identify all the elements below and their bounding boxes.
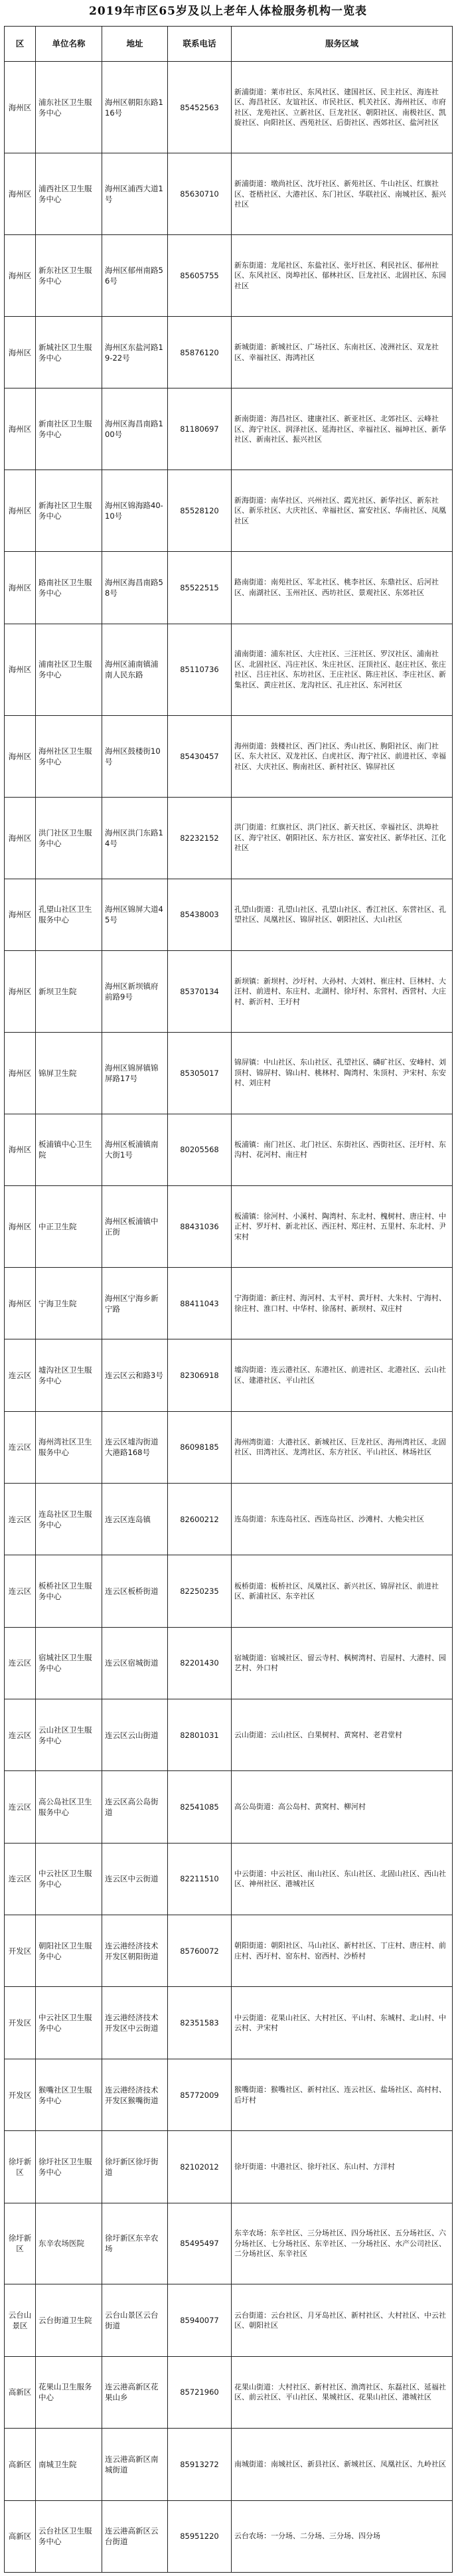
cell-address: 海州区板浦镇南大街1号: [102, 1114, 168, 1185]
cell-unit-name: 高公岛社区卫生服务中心: [36, 1771, 102, 1843]
cell-unit-name: 板桥社区卫生服务中心: [36, 1555, 102, 1627]
cell-service-area: 路南街道：南苑社区、军北社区、桃李社区、东鼎社区、后河社区、南湖社区、玉州社区、西坊社区、景观社区、东郊社区: [232, 552, 453, 624]
cell-address: 连云区高公岛街道: [102, 1771, 168, 1843]
cell-address: 连云区连岛镇: [102, 1483, 168, 1555]
cell-phone: 85876120: [168, 317, 232, 388]
cell-service-area: 洪门街道：红旗社区、洪门社区、新天社区、幸福社区、洪埠社区、海宁社区、朝阳社区、东方社区、富安社区、新华社区、江化社区: [232, 797, 453, 879]
cell-service-area: 猴嘴街道：猴嘴社区、新村社区、连云社区、盐场社区、高村村、后圩村: [232, 2059, 453, 2130]
table-row: [5, 2059, 453, 2130]
cell-district: 开发区: [5, 1915, 36, 1987]
cell-service-area: 云台农场：一分场、二分场、三分场、四分场: [232, 2500, 453, 2572]
cell-district: 开发区: [5, 2059, 36, 2130]
table-row: [5, 470, 453, 552]
table-row: [5, 1032, 453, 1114]
cell-unit-name: 猴嘴社区卫生服务中心: [36, 2059, 102, 2130]
table-row: [5, 950, 453, 1032]
cell-district: 海州区: [5, 1114, 36, 1185]
header-district: 区: [5, 27, 36, 62]
cell-unit-name: 花果山卫生服务中心: [36, 2356, 102, 2428]
cell-address: 连云港经济技术开发区朝阳街道: [102, 1915, 168, 1987]
table-row: [5, 1267, 453, 1339]
cell-unit-name: 新城社区卫生服务中心: [36, 317, 102, 388]
cell-phone: 85528120: [168, 470, 232, 552]
cell-phone: 81180697: [168, 388, 232, 470]
cell-service-area: 徐圩街道：中港社区、徐圩社区、东山村、方洋村: [232, 2131, 453, 2203]
cell-service-area: 锦屏镇：中山社区、东山社区、孔望社区、磷矿社区、安峰村、刘顶村、锦屏村、锦山村、桃林村、陶湾村、朱顶村、尹宋村、东安村、刘庄村: [232, 1032, 453, 1114]
table-row: [5, 62, 453, 153]
cell-unit-name: 中云社区卫生服务中心: [36, 1843, 102, 1915]
cell-district: 海州区: [5, 624, 36, 715]
cell-address: 连云区墟沟街道大港路168号: [102, 1411, 168, 1483]
table-row: [5, 317, 453, 388]
cell-phone: 85522515: [168, 552, 232, 624]
cell-phone: 82211510: [168, 1843, 232, 1915]
cell-phone: 82801031: [168, 1699, 232, 1771]
cell-phone: 82306918: [168, 1339, 232, 1411]
table-row: [5, 1555, 453, 1627]
cell-service-area: 新城街道：新城社区、广场社区、东南社区、凌洲社区、双龙社区、幸福社区、海鸿社区: [232, 317, 453, 388]
cell-address: 海州区板浦镇中正街: [102, 1186, 168, 1268]
cell-unit-name: 海州社区卫生服务中心: [36, 715, 102, 797]
cell-unit-name: 浦西社区卫生服务中心: [36, 153, 102, 235]
table-row: [5, 2429, 453, 2500]
cell-unit-name: 板浦镇中心卫生院: [36, 1114, 102, 1185]
cell-unit-name: 中云社区卫生服务中心: [36, 1987, 102, 2059]
cell-district: 海州区: [5, 1186, 36, 1268]
cell-service-area: 新浦街道：墩尚社区、沈圩社区、新苑社区、牛山社区、红旗社区、苍梧社区、大港社区、东门社区、华联社区、南城社区、振兴社区: [232, 153, 453, 235]
cell-address: 海州区郁州南路56号: [102, 235, 168, 317]
cell-unit-name: 海州湾社区卫生服务中心: [36, 1411, 102, 1483]
cell-phone: 85438003: [168, 879, 232, 950]
cell-address: 海州区朝阳东路116号: [102, 62, 168, 153]
cell-district: 海州区: [5, 62, 36, 153]
cell-phone: 85721960: [168, 2356, 232, 2428]
cell-phone: 82351583: [168, 1987, 232, 2059]
cell-district: 海州区: [5, 388, 36, 470]
cell-phone: 82541085: [168, 1771, 232, 1843]
cell-unit-name: 新东社区卫生服务中心: [36, 235, 102, 317]
cell-service-area: 宿城街道：宿城社区、留云寺村、枫树湾村、岩屋村、大港村、园艺村、外口村: [232, 1627, 453, 1699]
cell-phone: 85760072: [168, 1915, 232, 1987]
cell-unit-name: 云台街道卫生院: [36, 2284, 102, 2356]
cell-address: 连云区板桥街道: [102, 1555, 168, 1627]
cell-service-area: 板浦镇：南门社区、北门社区、东街社区、西街社区、汪圩村、东沟村、花河村、南庄村: [232, 1114, 453, 1185]
cell-service-area: 高公岛街道：高公岛村、黄窝村、柳河村: [232, 1771, 453, 1843]
cell-service-area: 云台街道：云台社区、月牙岛社区、新村社区、大村社区、中云社区、朝阳社区: [232, 2284, 453, 2356]
cell-address: 连云港高新区南城街道: [102, 2429, 168, 2500]
table-row: [5, 1699, 453, 1771]
cell-district: 连云区: [5, 1411, 36, 1483]
cell-district: 高新区: [5, 2356, 36, 2428]
cell-district: 海州区: [5, 797, 36, 879]
cell-service-area: 孔望山街道：孔望山社区、孔望山社区、香江社区、东营社区、孔望社区、凤凰社区、锦屏社区、朝阳社区、大山社区: [232, 879, 453, 950]
cell-address: 海州区锦屏大道45号: [102, 879, 168, 950]
cell-service-area: 南城街道：南城社区、新县社区、新城社区、凤凰社区、九岭社区: [232, 2429, 453, 2500]
cell-phone: 85452563: [168, 62, 232, 153]
table-row: [5, 1339, 453, 1411]
cell-service-area: 浦南街道：浦东社区、大庄社区、三汪社区、罗汉社区、浦南社区、北固社区、冯庄社区、朱庄社区、汪顶社区、赵庄社区、张庄社区、吕庄社区、东坊社区、王庄社区、陈庄社区、李庄社区、新集社区、黄庄社区、龙沟社区、孔庄社区、东河社区: [232, 624, 453, 715]
cell-address: 海州区锦海路40-10号: [102, 470, 168, 552]
table-row: [5, 552, 453, 624]
cell-service-area: 朝阳街道：朝阳社区、马山社区、新村社区、丁庄村、唐庄村、前庄村、西圩村、窑东村、窑西村、沙桥村: [232, 1915, 453, 1987]
cell-unit-name: 南城卫生院: [36, 2429, 102, 2500]
cell-phone: 85951220: [168, 2500, 232, 2572]
cell-district: 连云区: [5, 1555, 36, 1627]
cell-district: 海州区: [5, 950, 36, 1032]
cell-district: 海州区: [5, 552, 36, 624]
cell-phone: 85305017: [168, 1032, 232, 1114]
table-row: [5, 2500, 453, 2572]
table-row: [5, 1627, 453, 1699]
cell-district: 云台山景区: [5, 2284, 36, 2356]
cell-address: 海州区洪门东路14号: [102, 797, 168, 879]
cell-district: 高新区: [5, 2429, 36, 2500]
cell-address: 连云区中云街道: [102, 1843, 168, 1915]
cell-unit-name: 孔望山社区卫生服务中心: [36, 879, 102, 950]
cell-unit-name: 宁海卫生院: [36, 1267, 102, 1339]
cell-service-area: 墟沟街道：连云港社区、东港社区、前进社区、北港社区、云山社区、建港社区、平山社区: [232, 1339, 453, 1411]
cell-phone: 82201430: [168, 1627, 232, 1699]
table-row: [5, 2203, 453, 2284]
cell-unit-name: 新坝卫生院: [36, 950, 102, 1032]
cell-address: 海州区海昌南路100号: [102, 388, 168, 470]
cell-service-area: 新南街道：海昌社区、建康社区、新亚社区、北郊社区、云峰社区、海宁社区、润泽社区、延海社区、幸福社区、福坤社区、新华社区、新南社区、振兴社区: [232, 388, 453, 470]
cell-address: 连云港经济技术开发区中云街道: [102, 1987, 168, 2059]
cell-phone: 82232152: [168, 797, 232, 879]
table-row: [5, 797, 453, 879]
cell-address: 海州区鼓楼街10号: [102, 715, 168, 797]
cell-phone: 86098185: [168, 1411, 232, 1483]
cell-phone: 88431036: [168, 1186, 232, 1268]
cell-service-area: 花果山街道：大村社区、新村社区、渔湾社区、东磊社区、延福社区、前云社区、平山社区、果城社区、花果山社区、港城社区: [232, 2356, 453, 2428]
cell-address: 海州区浦南镇浦南人民东路: [102, 624, 168, 715]
table-row: [5, 1411, 453, 1483]
cell-address: 徐圩新区东辛农场: [102, 2203, 168, 2284]
cell-address: 海州区浦西大道1号: [102, 153, 168, 235]
cell-service-area: 海州街道：鼓楼社区、西门社区、秀山社区、朐阳社区、南门社区、东大社区、双龙社区、白虎社区、海宁社区、前进社区、幸福社区、大庆社区、朐南社区、新村社区、锦屏社区: [232, 715, 453, 797]
header-row: [5, 27, 453, 62]
cell-unit-name: 云台社区卫生服务中心: [36, 2500, 102, 2572]
cell-unit-name: 连岛社区卫生服务中心: [36, 1483, 102, 1555]
cell-unit-name: 锦屏卫生院: [36, 1032, 102, 1114]
cell-unit-name: 洪门社区卫生服务中心: [36, 797, 102, 879]
cell-district: 海州区: [5, 153, 36, 235]
cell-phone: 85110736: [168, 624, 232, 715]
cell-district: 连云区: [5, 1699, 36, 1771]
cell-district: 连云区: [5, 1483, 36, 1555]
cell-address: 连云区云山街道: [102, 1699, 168, 1771]
cell-district: 徐圩新区: [5, 2203, 36, 2284]
cell-phone: 85605755: [168, 235, 232, 317]
cell-district: 连云区: [5, 1771, 36, 1843]
cell-address: 连云区云和路3号: [102, 1339, 168, 1411]
cell-phone: 80205568: [168, 1114, 232, 1185]
cell-service-area: 新东街道：龙尾社区、东盐社区、张圩社区、利民社区、郁州社区、东风社区、岗埠社区、郁林社区、巨龙社区、北固社区、东园社区: [232, 235, 453, 317]
cell-unit-name: 宿城社区卫生服务中心: [36, 1627, 102, 1699]
cell-unit-name: 墟沟社区卫生服务中心: [36, 1339, 102, 1411]
table-row: [5, 715, 453, 797]
cell-phone: 85940077: [168, 2284, 232, 2356]
cell-service-area: 海州湾街道：大港社区、新城社区、巨龙社区、海州湾社区、北固社区、田湾社区、龙湾社区、东方社区、平山社区、林场社区: [232, 1411, 453, 1483]
cell-district: 海州区: [5, 1267, 36, 1339]
cell-service-area: 板桥街道：板桥社区、凤凰社区、新兴社区、锦屏社区、前进社区、新浦社区、东辛社区: [232, 1555, 453, 1627]
cell-district: 海州区: [5, 1032, 36, 1114]
page-title: 2019年市区65岁及以上老年人体检服务机构一览表: [89, 5, 367, 18]
cell-address: 海州区东盐河路19-22号: [102, 317, 168, 388]
cell-unit-name: 云山社区卫生服务中心: [36, 1699, 102, 1771]
cell-service-area: 新坝镇：新坝村、沙圩村、大孙村、大刘村、崔庄村、巨林村、大汪村、前进村、东庄村、北湖村、徐圩村、东营村、西营村、大庄村、新沂村、王圩村: [232, 950, 453, 1032]
cell-unit-name: 浦南社区卫生服务中心: [36, 624, 102, 715]
cell-address: 徐圩新区徐圩街道: [102, 2131, 168, 2203]
table-row: [5, 153, 453, 235]
cell-unit-name: 东辛农场医院: [36, 2203, 102, 2284]
cell-service-area: 中云街道：中云社区、南山社区、东山社区、北固山社区、西山社区、神州社区、港城社区: [232, 1843, 453, 1915]
cell-phone: 82250235: [168, 1555, 232, 1627]
cell-service-area: 东辛农场：东辛社区、三分场社区、四分场社区、五分场社区、六分场社区、七分场社区、东辛社区、一分场社区、水产公司社区、二分场社区、东辛社区: [232, 2203, 453, 2284]
table-body: [5, 62, 453, 2573]
header-address: 地址: [102, 27, 168, 62]
table-row: [5, 1915, 453, 1987]
service-table: [4, 26, 453, 2573]
table-row: [5, 1483, 453, 1555]
table-row: [5, 624, 453, 715]
table-row: [5, 1771, 453, 1843]
cell-district: 海州区: [5, 317, 36, 388]
table-row: [5, 235, 453, 317]
cell-district: 海州区: [5, 879, 36, 950]
cell-address: 连云区宿城街道: [102, 1627, 168, 1699]
table-row: [5, 1843, 453, 1915]
cell-district: 连云区: [5, 1339, 36, 1411]
cell-phone: 85913272: [168, 2429, 232, 2500]
table-row: [5, 2356, 453, 2428]
cell-district: 海州区: [5, 470, 36, 552]
table-row: [5, 1987, 453, 2059]
cell-address: 连云港高新区云台街道: [102, 2500, 168, 2572]
cell-phone: 85370134: [168, 950, 232, 1032]
cell-address: 连云港经济技术开发区猴嘴街道: [102, 2059, 168, 2130]
table-row: [5, 2284, 453, 2356]
cell-service-area: 中云街道：花果山社区、大村社区、平山村、东城村、北山村、中云村、尹宋村: [232, 1987, 453, 2059]
cell-unit-name: 朝阳社区卫生服务中心: [36, 1915, 102, 1987]
cell-phone: 85495497: [168, 2203, 232, 2284]
table-row: [5, 1186, 453, 1268]
cell-unit-name: 新海社区卫生服务中心: [36, 470, 102, 552]
cell-address: 连云港高新区花果山乡: [102, 2356, 168, 2428]
header-service-area: 服务区域: [232, 27, 453, 62]
table-row: [5, 2131, 453, 2203]
cell-service-area: 板浦镇：徐河村、小溪村、陶湾村、东北村、槐树村、唐庄村、中正村、罗圩村、新北社区、西汪村、郑庄村、五里村、东北村、尹宋村: [232, 1186, 453, 1268]
cell-district: 海州区: [5, 235, 36, 317]
header-phone: 联系电话: [168, 27, 232, 62]
table-row: [5, 1114, 453, 1185]
cell-address: 云台山景区云台街道: [102, 2284, 168, 2356]
cell-service-area: 新浦街道：莱市社区、东风社区、建国社区、民主社区、海连社区、海昌社区、友谊社区、市民社区、机关社区、海州社区、市府社区、龙苑社区、立新社区、巨龙社区、朝阳社区、南极社区、凯旋社区、向阳社区、西苑社区、后街社区、西郊社区、盐河社区: [232, 62, 453, 153]
header-unit-name: 单位名称: [36, 27, 102, 62]
cell-phone: 82600212: [168, 1483, 232, 1555]
cell-address: 海州区宁海乡新宁路: [102, 1267, 168, 1339]
cell-phone: 88411043: [168, 1267, 232, 1339]
cell-service-area: 云山街道：云山社区、白果树村、黄窝村、老君堂村: [232, 1699, 453, 1771]
cell-address: 海州区海昌南路58号: [102, 552, 168, 624]
cell-unit-name: 中正卫生院: [36, 1186, 102, 1268]
cell-service-area: 宁海街道：新庄村、海河村、太平村、黄圩村、大朱村、宁海村、徐庄村、淮口村、中华村、徐荡村、新坝村、双庄村: [232, 1267, 453, 1339]
cell-district: 连云区: [5, 1843, 36, 1915]
cell-unit-name: 新南社区卫生服务中心: [36, 388, 102, 470]
cell-unit-name: 路南社区卫生服务中心: [36, 552, 102, 624]
cell-address: 海州区锦屏镇锦屏路17号: [102, 1032, 168, 1114]
table-row: [5, 879, 453, 950]
cell-phone: 85630710: [168, 153, 232, 235]
cell-district: 开发区: [5, 1987, 36, 2059]
cell-service-area: 新海街道：南华社区、兴州社区、霞光社区、新华社区、新东社区、新乐社区、大庆社区、幸福社区、富安社区、华南社区、凤凰社区: [232, 470, 453, 552]
cell-phone: 85772009: [168, 2059, 232, 2130]
cell-unit-name: 徐圩社区卫生服务中心: [36, 2131, 102, 2203]
cell-district: 连云区: [5, 1627, 36, 1699]
cell-address: 海州区新坝镇府前路9号: [102, 950, 168, 1032]
cell-service-area: 连岛街道：东连岛社区、西连岛社区、沙滩村、大桅尖社区: [232, 1483, 453, 1555]
cell-phone: 85430457: [168, 715, 232, 797]
cell-district: 高新区: [5, 2500, 36, 2572]
cell-district: 徐圩新区: [5, 2131, 36, 2203]
cell-phone: 82102012: [168, 2131, 232, 2203]
cell-unit-name: 浦东社区卫生服务中心: [36, 62, 102, 153]
cell-district: 海州区: [5, 715, 36, 797]
table-row: [5, 388, 453, 470]
